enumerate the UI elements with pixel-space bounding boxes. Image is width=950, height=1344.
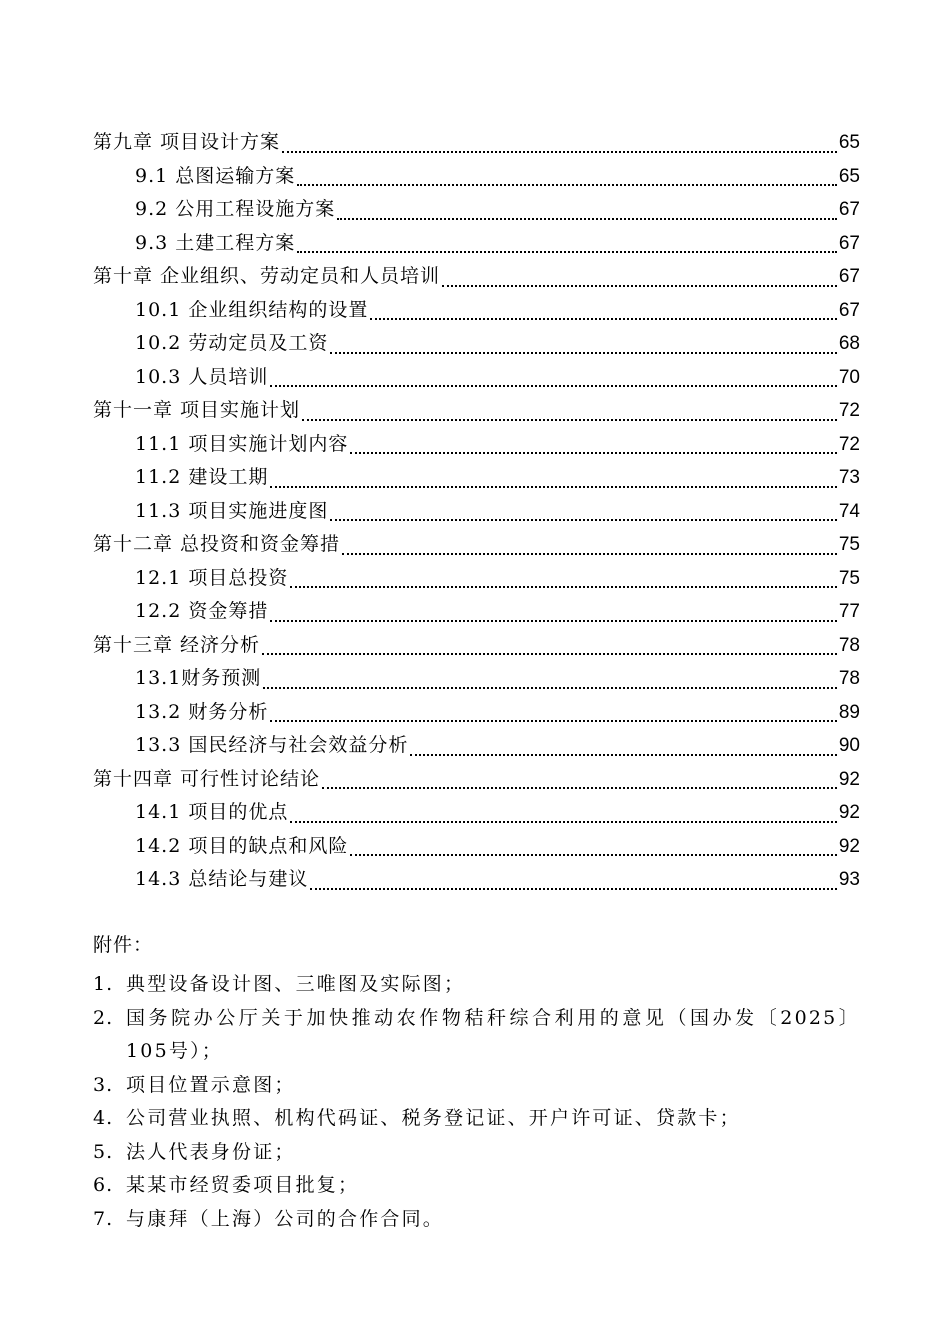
- toc-entry-page: 74: [838, 500, 860, 522]
- toc-entry[interactable]: [93, 830, 860, 864]
- toc-leader-dots: [262, 653, 837, 655]
- toc-entry[interactable]: [93, 528, 860, 562]
- toc-entry-page: 72: [838, 400, 860, 421]
- attachment-item: [93, 1203, 860, 1237]
- toc-leader-dots: [302, 419, 837, 421]
- attachment-item: [93, 1069, 860, 1103]
- toc-leader-dots: [270, 385, 837, 387]
- toc-entry[interactable]: [93, 763, 860, 797]
- toc-entry[interactable]: [93, 796, 860, 830]
- toc-leader-dots: [410, 754, 837, 756]
- toc-entry-label: 13.3 国民经济与社会效益分析: [135, 734, 409, 756]
- toc-entry-page: 68: [838, 333, 860, 354]
- toc-entry[interactable]: [93, 227, 860, 261]
- toc-entry-label: 10.2 劳动定员及工资: [135, 332, 329, 354]
- toc-entry-label: 10.1 企业组织结构的设置: [135, 298, 369, 321]
- toc-entry-page: 67: [838, 199, 860, 220]
- toc-leader-dots: [290, 821, 837, 823]
- toc-entry-label: 9.3 土建工程方案: [135, 231, 296, 254]
- attachment-item: [93, 1136, 860, 1170]
- toc-entry-page: 65: [838, 165, 860, 187]
- toc-entry[interactable]: [93, 696, 860, 730]
- toc-leader-dots: [310, 888, 837, 890]
- toc-leader-dots: [270, 720, 837, 722]
- toc-entry-label: 12.1 项目总投资: [135, 566, 289, 589]
- toc-entry-label: 第九章 项目设计方案: [93, 131, 281, 153]
- toc-entry[interactable]: [93, 595, 860, 629]
- toc-entry-label: 14.1 项目的优点: [135, 801, 289, 823]
- attachment-number: 1.: [93, 973, 114, 995]
- toc-entry[interactable]: [93, 126, 860, 160]
- toc-entry-page: 67: [838, 232, 860, 254]
- toc-entry-label: 11.2 建设工期: [135, 466, 269, 488]
- toc-entry-label: 11.1 项目实施计划内容: [135, 432, 349, 455]
- toc-entry[interactable]: [93, 863, 860, 897]
- toc-entry[interactable]: [93, 327, 860, 361]
- toc-entry-page: 77: [838, 601, 860, 622]
- toc-entry[interactable]: [93, 662, 860, 696]
- attachment-number: 4.: [93, 1107, 114, 1129]
- attachment-text: 项目位置示意图；: [126, 1073, 296, 1096]
- toc-entry-label: 第十四章 可行性讨论结论: [93, 767, 321, 790]
- toc-leader-dots: [263, 687, 837, 689]
- toc-entry-page: 67: [838, 299, 860, 321]
- attachment-text: 典型设备设计图、三唯图及实际图；: [126, 973, 466, 995]
- attachment-text: 法人代表身份证；: [126, 1140, 296, 1163]
- toc-leader-dots: [370, 318, 837, 320]
- toc-entry[interactable]: [93, 729, 860, 763]
- toc-entry-page: 67: [838, 266, 860, 287]
- toc-leader-dots: [322, 787, 837, 789]
- toc-entry[interactable]: [93, 361, 860, 395]
- attachment-number: 5.: [93, 1140, 114, 1163]
- toc-entry-label: 13.2 财务分析: [135, 700, 269, 723]
- toc-leader-dots: [297, 184, 837, 186]
- toc-leader-dots: [442, 285, 837, 287]
- toc-entry-page: 78: [838, 668, 860, 689]
- toc-leader-dots: [350, 854, 837, 856]
- toc-entry[interactable]: [93, 394, 860, 428]
- toc-entry-page: 92: [838, 835, 860, 857]
- attachment-number: 2.: [93, 1006, 114, 1029]
- toc-entry-label: 14.3 总结论与建议: [135, 868, 309, 890]
- attachments-title: 附件：: [93, 934, 154, 956]
- attachments-section: [93, 922, 860, 1236]
- toc-entry[interactable]: [93, 629, 860, 663]
- attachment-text: 某某市经贸委项目批复；: [126, 1174, 360, 1196]
- toc-entry[interactable]: [93, 428, 860, 462]
- toc-leader-dots: [290, 586, 837, 588]
- toc-entry-page: 90: [838, 735, 860, 756]
- toc-leader-dots: [337, 218, 837, 220]
- toc-entry[interactable]: [93, 495, 860, 529]
- attachment-text: 公司营业执照、机构代码证、税务登记证、开户许可证、贷款卡；: [126, 1107, 741, 1129]
- toc-leader-dots: [270, 486, 837, 488]
- attachment-text: 与康拜（上海）公司的合作合同。: [126, 1207, 445, 1230]
- toc-leader-dots: [342, 553, 837, 555]
- toc-entry-label: 13.1财务预测: [135, 667, 262, 689]
- toc-entry[interactable]: [93, 461, 860, 495]
- toc-entry[interactable]: [93, 294, 860, 328]
- toc-leader-dots: [330, 519, 837, 521]
- toc-entry-page: 92: [838, 802, 860, 823]
- toc-entry-label: 10.3 人员培训: [135, 365, 269, 388]
- attachment-text: 国务院办公厅关于加快推动农作物秸秆综合利用的意见（国办发〔2025〕105号）；: [126, 1006, 860, 1062]
- toc-entry-page: 93: [838, 869, 860, 890]
- toc-entry-label: 第十一章 项目实施计划: [93, 399, 301, 421]
- toc-leader-dots: [350, 452, 837, 454]
- toc-entry-label: 11.3 项目实施进度图: [135, 499, 329, 522]
- toc-entry[interactable]: [93, 160, 860, 194]
- attachment-number: 6.: [93, 1174, 114, 1196]
- toc-entry[interactable]: [93, 562, 860, 596]
- toc-entry-label: 12.2 资金筹措: [135, 600, 269, 622]
- attachment-number: 7.: [93, 1207, 114, 1230]
- toc-entry-label: 第十章 企业组织、劳动定员和人员培训: [93, 265, 441, 287]
- toc-entry-page: 89: [838, 701, 860, 723]
- toc-entry-page: 78: [838, 634, 860, 656]
- attachment-number: 3.: [93, 1073, 114, 1096]
- toc-leader-dots: [270, 620, 837, 622]
- toc-entry-page: 70: [838, 366, 860, 388]
- toc-entry-label: 9.2 公用工程设施方案: [135, 198, 336, 220]
- attachment-item: [93, 968, 860, 1002]
- attachment-item: [93, 1102, 860, 1136]
- toc-leader-dots: [330, 352, 837, 354]
- toc-entry-page: 72: [838, 433, 860, 455]
- toc-entry[interactable]: [93, 260, 860, 294]
- toc-entry[interactable]: [93, 193, 860, 227]
- toc-entry-label: 9.1 总图运输方案: [135, 164, 296, 187]
- toc-entry-label: 第十二章 总投资和资金筹措: [93, 533, 341, 555]
- attachment-item: [93, 1002, 860, 1069]
- toc-entry-page: 75: [838, 567, 860, 589]
- toc-entry-page: 75: [838, 534, 860, 555]
- toc-entry-label: 第十三章 经济分析: [93, 633, 261, 656]
- toc-entry-page: 73: [838, 467, 860, 488]
- table-of-contents: [93, 126, 860, 897]
- attachment-item: [93, 1169, 860, 1203]
- toc-entry-page: 92: [838, 768, 860, 790]
- toc-leader-dots: [297, 251, 837, 253]
- toc-entry-label: 14.2 项目的缺点和风险: [135, 834, 349, 857]
- toc-entry-page: 65: [838, 132, 860, 153]
- toc-leader-dots: [282, 151, 837, 153]
